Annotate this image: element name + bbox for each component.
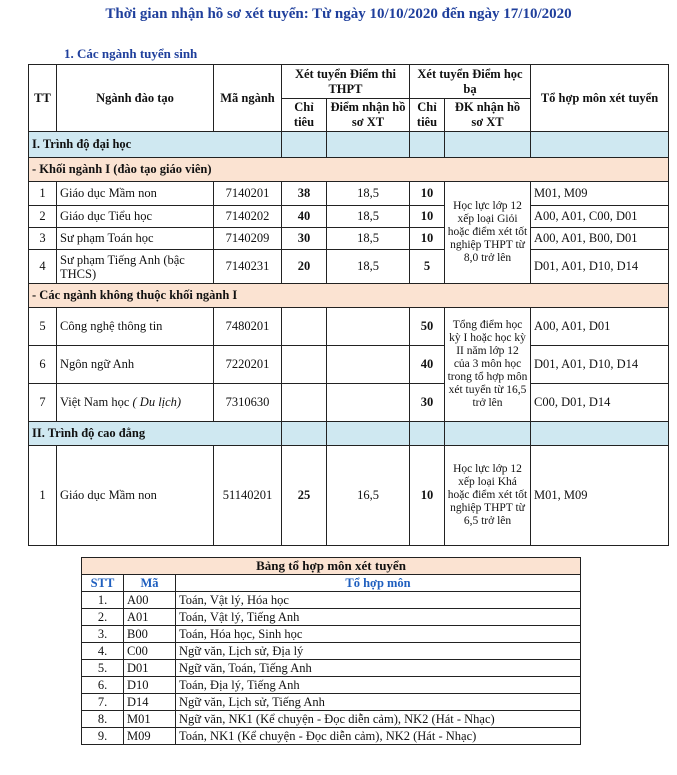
row-chitieu: 38 [282, 182, 327, 206]
row-nganh-cell [57, 384, 214, 422]
row-ma: 7310630 [214, 384, 282, 422]
combo-header-stt: STT [82, 575, 124, 592]
combo-stt: 8. [82, 711, 124, 728]
combo-header-tohop: Tổ hợp môn [176, 575, 581, 592]
row-chitieu: 20 [282, 250, 327, 284]
table-row [29, 446, 669, 546]
row-diem [327, 308, 410, 346]
admission-table [28, 64, 669, 546]
row-chitieu2: 5 [410, 250, 445, 284]
row-chitieu2: 10 [410, 206, 445, 228]
row-chitieu [282, 308, 327, 346]
combo-stt: 1. [82, 592, 124, 609]
section-caodang: II. Trình độ cao đẳng [29, 422, 282, 446]
row-chitieu: 40 [282, 206, 327, 228]
row-tt: 1 [29, 446, 57, 546]
row-nganh: Công nghệ thông tin [57, 308, 214, 346]
header-chitieu2: Chỉ tiêu [410, 99, 445, 132]
row-tohop: A00, A01, D01 [531, 308, 669, 346]
row-chitieu: 30 [282, 228, 327, 250]
row-nganh: Việt Nam học [60, 395, 130, 409]
row-nganh: Ngôn ngữ Anh [57, 346, 214, 384]
row-ma: 7140231 [214, 250, 282, 284]
table-row [29, 250, 669, 284]
row-tt: 4 [29, 250, 57, 284]
row-nganh: Sư phạm Tiếng Anh (bậc THCS) [57, 250, 214, 284]
combo-row [82, 694, 581, 711]
header-dk-nhan: ĐK nhận hồ sơ XT [445, 99, 531, 132]
header-thpt-group: Xét tuyển Điểm thi THPT [282, 65, 410, 99]
combo-tohop: Ngữ văn, Toán, Tiếng Anh [176, 660, 581, 677]
row-diem [327, 384, 410, 422]
header-nganh: Ngành đào tạo [57, 65, 214, 132]
row-chitieu2: 40 [410, 346, 445, 384]
header-hocba-group: Xét tuyển Điểm học bạ [410, 65, 531, 99]
row-chitieu2: 10 [410, 446, 445, 546]
combo-tohop: Ngữ văn, NK1 (Kể chuyện - Đọc diễn cảm), NK2 (Hát - Nhạc) [176, 711, 581, 728]
combo-ma: A01 [124, 609, 176, 626]
combo-ma: A00 [124, 592, 176, 609]
combo-ma: M09 [124, 728, 176, 745]
table-row [29, 182, 669, 206]
section-khongkhoi1: - Các ngành không thuộc khối ngành I [29, 284, 669, 308]
row-tohop: M01, M09 [531, 446, 669, 546]
row-ma: 7140201 [214, 182, 282, 206]
row-nganh: Sư phạm Toán học [57, 228, 214, 250]
row-diem: 18,5 [327, 250, 410, 284]
combo-tohop: Toán, Hóa học, Sinh học [176, 626, 581, 643]
combo-stt: 7. [82, 694, 124, 711]
khoi1-note: Học lực lớp 12 xếp loại Giỏi hoặc điểm xét tốt nghiệp THPT từ 8,0 trở lên [445, 182, 531, 284]
combo-ma: C00 [124, 643, 176, 660]
combo-stt: 9. [82, 728, 124, 745]
header-chitieu: Chỉ tiêu [282, 99, 327, 132]
row-tohop: A00, A01, B00, D01 [531, 228, 669, 250]
combo-row [82, 711, 581, 728]
table-row [29, 206, 669, 228]
combo-row [82, 609, 581, 626]
row-diem: 18,5 [327, 228, 410, 250]
row-diem: 18,5 [327, 182, 410, 206]
combo-stt: 3. [82, 626, 124, 643]
row-chitieu: 25 [282, 446, 327, 546]
row-chitieu2: 30 [410, 384, 445, 422]
section-khoi1: - Khối ngành I (đào tạo giáo viên) [29, 158, 669, 182]
khongkhoi1-note: Tổng điểm học kỳ I hoặc học kỳ II năm lớp 12 của 3 môn học trong tổ hợp môn xét tuyển từ 16,5 trở lên [445, 308, 531, 422]
row-chitieu2: 10 [410, 182, 445, 206]
row-ma: 7220201 [214, 346, 282, 384]
combo-stt: 2. [82, 609, 124, 626]
row-tohop: C00, D01, D14 [531, 384, 669, 422]
row-tohop: A00, A01, C00, D01 [531, 206, 669, 228]
combo-ma: M01 [124, 711, 176, 728]
table-row [29, 346, 669, 384]
table-row [29, 384, 669, 422]
combo-tohop: Ngữ văn, Lịch sử, Tiếng Anh [176, 694, 581, 711]
row-ma: 7140202 [214, 206, 282, 228]
row-tt: 3 [29, 228, 57, 250]
combo-row [82, 660, 581, 677]
combo-tohop: Ngữ văn, Lịch sử, Địa lý [176, 643, 581, 660]
row-diem [327, 346, 410, 384]
row-tt: 1 [29, 182, 57, 206]
row-nganh-note: ( Du lịch) [132, 395, 182, 409]
combo-ma: B00 [124, 626, 176, 643]
row-nganh: Giáo dục Mầm non [57, 182, 214, 206]
row-nganh: Giáo dục Tiểu học [57, 206, 214, 228]
row-nganh: Giáo dục Mầm non [57, 446, 214, 546]
section-subtitle: 1. Các ngành tuyển sinh [64, 46, 198, 61]
row-diem: 16,5 [327, 446, 410, 546]
combo-tohop: Toán, Vật lý, Hóa học [176, 592, 581, 609]
row-tt: 7 [29, 384, 57, 422]
header-diem-nhan: Điểm nhận hồ sơ XT [327, 99, 410, 132]
row-chitieu2: 50 [410, 308, 445, 346]
combo-stt: 5. [82, 660, 124, 677]
row-chitieu2: 10 [410, 228, 445, 250]
table-row [29, 228, 669, 250]
row-tohop: M01, M09 [531, 182, 669, 206]
combo-row [82, 592, 581, 609]
combo-ma: D10 [124, 677, 176, 694]
combo-ma: D01 [124, 660, 176, 677]
row-chitieu [282, 384, 327, 422]
combo-row [82, 677, 581, 694]
combo-row [82, 728, 581, 745]
combo-tohop: Toán, Vật lý, Tiếng Anh [176, 609, 581, 626]
combo-caption: Bảng tổ hợp môn xét tuyển [82, 558, 581, 575]
row-tt: 5 [29, 308, 57, 346]
caodang-note: Học lực lớp 12 xếp loại Khá hoặc điểm xét tốt nghiệp THPT từ 6,5 trở lên [445, 446, 531, 546]
table-row [29, 308, 669, 346]
row-ma: 7480201 [214, 308, 282, 346]
row-chitieu [282, 346, 327, 384]
row-ma: 7140209 [214, 228, 282, 250]
page-title: Thời gian nhận hồ sơ xét tuyển: Từ ngày 10/10/2020 đến ngày 17/10/2020 [105, 6, 572, 22]
combo-row [82, 643, 581, 660]
section-daihoc: I. Trình độ đại học [29, 132, 282, 158]
combo-header-ma: Mã [124, 575, 176, 592]
combo-stt: 6. [82, 677, 124, 694]
combo-stt: 4. [82, 643, 124, 660]
row-tohop: D01, A01, D10, D14 [531, 250, 669, 284]
row-tt: 6 [29, 346, 57, 384]
header-tohop: Tổ hợp môn xét tuyển [531, 65, 669, 132]
combo-tohop: Toán, Địa lý, Tiếng Anh [176, 677, 581, 694]
combo-ma: D14 [124, 694, 176, 711]
combo-table [81, 557, 581, 745]
header-tt: TT [29, 65, 57, 132]
row-diem: 18,5 [327, 206, 410, 228]
row-ma: 51140201 [214, 446, 282, 546]
combo-tohop: Toán, NK1 (Kể chuyện - Đọc diễn cảm), NK2 (Hát - Nhạc) [176, 728, 581, 745]
row-tt: 2 [29, 206, 57, 228]
header-ma: Mã ngành [214, 65, 282, 132]
combo-row [82, 626, 581, 643]
row-tohop: D01, A01, D10, D14 [531, 346, 669, 384]
